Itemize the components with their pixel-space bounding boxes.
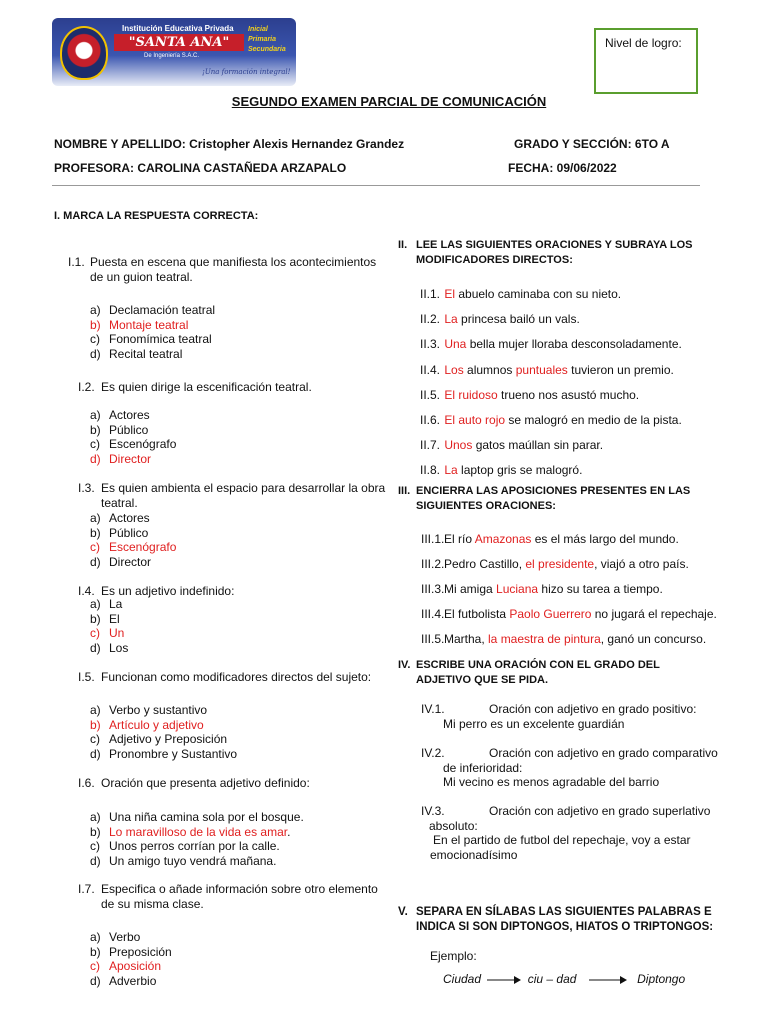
school-crest-icon (60, 26, 108, 80)
nivel-de-logro-box (594, 28, 698, 94)
s2-item-2: II.2. La princesa bailó un vals. (420, 312, 580, 327)
q6-option-a[interactable]: a) Una niña camina sola por el bosque. (90, 810, 304, 824)
question-6: I.6. Oración que presenta adjetivo definido: (78, 776, 310, 790)
q6-option-d[interactable]: d) Un amigo tuyo vendrá mañana. (90, 853, 277, 868)
question-6-options (90, 810, 304, 868)
s4-answer-3[interactable]: En el partido de futbol del repechaje, voy a estar (433, 833, 691, 848)
question-2: I.2. Es quien dirige la escenificación teatral. (78, 380, 312, 394)
s3-item-5: III.5.Martha, la maestra de pintura, ganó un concurso. (421, 632, 707, 646)
q3-option-d[interactable]: d) Director (90, 554, 152, 569)
q4-option-b[interactable]: b) El (90, 611, 120, 626)
q4-option-a[interactable]: a) La (90, 597, 123, 611)
question-3-options (90, 511, 176, 569)
q1-option-c[interactable]: c) Fonomímica teatral (90, 332, 212, 347)
s2-item-1: II.1. El abuelo caminaba con su nieto. (420, 287, 622, 301)
s3-item-3: III.3.Mi amiga Luciana hizo su tarea a tiempo. (421, 582, 663, 596)
s3-item-4: III.4.El futbolista Paolo Guerrero no jugará el repechaje. (421, 607, 717, 621)
example-type: Diptongo (637, 972, 686, 986)
q3-option-c[interactable]: c) Escenógrafo (90, 540, 177, 555)
section5-heading: V. SEPARA EN SÍLABAS LAS SIGUIENTES PALABRAS E INDICA SI SON DIPTONGOS, HIATOS O TRIPTONGOS: (398, 906, 714, 933)
s4-answer-2[interactable]: Mi vecino es menos agradable del barrio (443, 775, 660, 790)
question-7: I.7. Especifica o añade información sobre otro elemento de su misma clase. (78, 882, 378, 911)
example-label: Ejemplo: (430, 949, 477, 963)
logo-level-inicial: Inicial (248, 26, 268, 33)
logo-level-primaria: Primaria (248, 36, 277, 43)
q3-option-a[interactable]: a) Actores (90, 511, 150, 525)
s2-item-3: II.3. Una bella mujer lloraba desconsoladamente. (420, 337, 682, 352)
section4-item-3: IV.3. Oración con adjetivo en grado superlativo absoluto: En el partido de futbol del repechaje, voy a estar emocionadísimo (421, 804, 721, 862)
q1-option-d[interactable]: d) Recital teatral (90, 346, 183, 361)
q6-option-c[interactable]: c) Unos perros corrían por la calle. (90, 839, 280, 854)
header-divider (52, 185, 700, 186)
q2-option-b[interactable]: b) Público (90, 422, 149, 437)
school-logo (52, 18, 296, 86)
q6-option-b[interactable]: b) Lo maravilloso de la vida es amar. (90, 824, 291, 839)
question-1-options (90, 303, 215, 361)
section1-heading: I. MARCA LA RESPUESTA CORRECTA: (54, 210, 259, 222)
q7-option-c[interactable]: c) Aposición (90, 959, 162, 974)
question-7-options (90, 930, 172, 988)
s2-item-6: II.6. El auto rojo se malogró en medio de la pista. (420, 413, 682, 428)
logo-level-secundaria: Secundaria (248, 46, 286, 53)
section4-item-1: IV.1. Oración con adjetivo en grado positivo: Mi perro es un excelente guardián (421, 702, 721, 731)
logo-slogan: ¡Una formación integral! (202, 68, 291, 76)
q7-option-b[interactable]: b) Preposición (90, 944, 172, 959)
q5-option-b[interactable]: b) Artículo y adjetivo (90, 717, 204, 732)
s2-item-5: II.5. El ruidoso trueno nos asustó mucho. (420, 387, 640, 402)
nivel-label: Nivel de logro: (605, 36, 682, 50)
student-name: NOMBRE Y APELLIDO: Cristopher Alexis Hernandez Grandez (54, 137, 405, 151)
question-5-options (90, 703, 237, 761)
section2-list (420, 282, 682, 484)
section3-list (421, 527, 717, 652)
logo-line1: Institución Educativa Privada (122, 24, 234, 33)
exam-date: FECHA: 09/06/2022 (508, 161, 617, 175)
q1-option-b[interactable]: b) Montaje teatral (90, 317, 189, 332)
example-syllables: ciu – dad (527, 972, 577, 986)
q1-option-a[interactable]: a) Declamación teatral (90, 303, 216, 317)
s3-item-1: III.1.El río Amazonas es el más largo del mundo. (421, 532, 679, 546)
arrow-right-icon (486, 975, 522, 985)
s2-item-8: II.8. La laptop gris se malogró. (420, 463, 583, 478)
logo-school-name: "SANTA ANA" (114, 34, 244, 51)
question-4-options (90, 597, 128, 655)
q4-option-c[interactable]: c) Un (90, 626, 125, 641)
logo-line3: De Ingeniería S.A.C. (144, 53, 200, 59)
q2-option-a[interactable]: a) Actores (90, 408, 150, 422)
q2-option-d[interactable]: d) Director (90, 451, 152, 466)
teacher-name: PROFESORA: CAROLINA CASTAÑEDA ARZAPALO (54, 161, 347, 175)
q5-option-c[interactable]: c) Adjetivo y Preposición (90, 732, 228, 747)
question-4: I.4. Es un adjetivo indefinido: (78, 584, 235, 598)
example-word: Ciudad (443, 972, 482, 986)
q5-option-a[interactable]: a) Verbo y sustantivo (90, 703, 208, 717)
section4-item-2: IV.2. Oración con adjetivo en grado comparativo de inferioridad: Mi vecino es menos agradable del barrio (421, 746, 721, 790)
q3-option-b[interactable]: b) Público (90, 525, 149, 540)
q2-option-c[interactable]: c) Escenógrafo (90, 437, 177, 452)
question-1: I.1. Puesta en escena que manifiesta los acontecimientos de un guion teatral. (68, 255, 377, 284)
q4-option-d[interactable]: d) Los (90, 640, 129, 655)
s4-answer-1[interactable]: Mi perro es un excelente guardián (443, 716, 625, 731)
question-2-options (90, 408, 176, 466)
arrow-right-icon (588, 975, 628, 985)
section2-heading: II. LEE LAS SIGUIENTES ORACIONES Y SUBRAYA LOS MODIFICADORES DIRECTOS: (398, 239, 693, 266)
grade-section: GRADO Y SECCIÓN: 6TO A (514, 137, 670, 151)
section4-heading: IV. ESCRIBE UNA ORACIÓN CON EL GRADO DEL ADJETIVO QUE SE PIDA. (398, 659, 660, 686)
exam-title: SEGUNDO EXAMEN PARCIAL DE COMUNICACIÓN (231, 94, 547, 109)
question-5: I.5. Funcionan como modificadores directos del sujeto: (78, 670, 372, 684)
q7-option-a[interactable]: a) Verbo (90, 930, 141, 944)
s2-item-4: II.4. Los alumnos puntuales tuvieron un premio. (420, 362, 674, 377)
q7-option-d[interactable]: d) Adverbio (90, 973, 157, 988)
example-row (443, 972, 685, 986)
s2-item-7: II.7. Unos gatos maúllan sin parar. (420, 438, 604, 453)
s3-item-2: III.2.Pedro Castillo, el presidente, viajó a otro país. (421, 557, 689, 571)
section3-heading: III. ENCIERRA LAS APOSICIONES PRESENTES EN LAS SIGUIENTES ORACIONES: (398, 485, 691, 512)
q5-option-d[interactable]: d) Pronombre y Sustantivo (90, 746, 238, 761)
question-3: I.3. Es quien ambienta el espacio para desarrollar la obra teatral. (78, 481, 386, 510)
